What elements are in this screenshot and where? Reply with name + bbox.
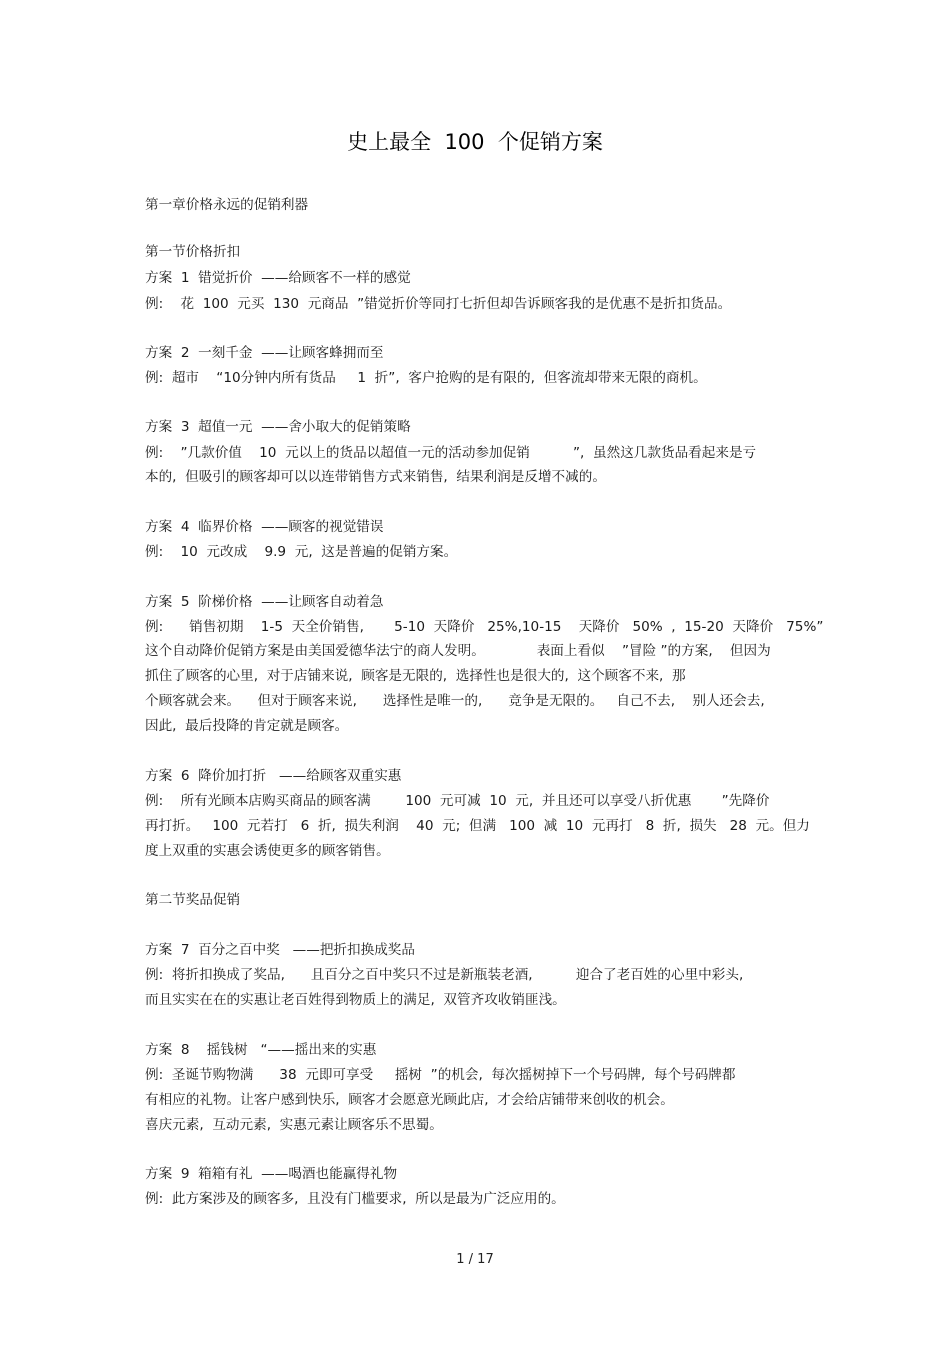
section-heading: 第一节价格折扣 (145, 244, 241, 260)
page-number: 1 / 17 (456, 1252, 494, 1267)
plan-heading: 方案 2 一刻千金 ——让顾客蜂拥而至 (145, 345, 384, 361)
plan-text-line: 例: 10 元改成 9.9 元, 这是普遍的促销方案。 (145, 544, 458, 560)
plan-heading: 方案 8 摇钱树 “——摇出来的实惠 (145, 1042, 377, 1058)
plan-text-line: 例: 花 100 元买 130 元商品 ”错觉折价等同打七折但却告诉顾客我的是优惠不是折扣货品。 (145, 296, 732, 312)
plan-text-line: 例: ”几款价值 10 元以上的货品以超值一元的活动参加促销 ”, 虽然这几款货品看起来是亏 (145, 445, 757, 461)
chapter-heading: 第一章价格永远的促销利器 (145, 197, 309, 213)
plan-text-line: 抓住了顾客的心里, 对于店铺来说, 顾客是无限的, 选择性也是很大的, 这个顾客不来, 那 (145, 668, 686, 684)
plan-text-line: 度上双重的实惠会诱使更多的顾客销售。 (145, 843, 390, 859)
plan-heading: 方案 9 箱箱有礼 ——喝酒也能赢得礼物 (145, 1166, 398, 1182)
plan-text-line: 这个自动降价促销方案是由美国爱德华法宁的商人发明。 表面上看似 ”冒险 ”的方案, 但因为 (145, 643, 771, 659)
plan-text-line: 例: 此方案涉及的顾客多, 且没有门槛要求, 所以是最为广泛应用的。 (145, 1191, 565, 1207)
plan-text-line: 例: 圣诞节购物满 38 元即可享受 摇树 ”的机会, 每次摇树掉下一个号码牌, 每个号码牌都 (145, 1067, 736, 1083)
plan-heading: 方案 6 降价加打折 ——给顾客双重实惠 (145, 768, 402, 784)
plan-text-line: 例: 销售初期 1-5 天全价销售, 5-10 天降价 25%,10-15 天降价 50% , 15-20 天降价 75%” (145, 619, 824, 635)
plan-text-line: 个顾客就会来。 但对于顾客来说, 选择性是唯一的, 竞争是无限的。 自己不去, 别人还会去, (145, 693, 765, 709)
plan-text-line: 而且实实在在的实惠让老百姓得到物质上的满足, 双管齐攻收销匪浅。 (145, 992, 566, 1008)
plan-heading: 方案 4 临界价格 ——顾客的视觉错误 (145, 519, 384, 535)
plan-heading: 方案 5 阶梯价格 ——让顾客自动着急 (145, 594, 384, 610)
plan-text-line: 喜庆元素, 互动元素, 实惠元素让顾客乐不思蜀。 (145, 1117, 443, 1133)
plan-text-line: 本的, 但吸引的顾客却可以以连带销售方式来销售, 结果利润是反增不减的。 (145, 469, 606, 485)
plan-heading: 方案 7 百分之百中奖 ——把折扣换成奖品 (145, 942, 415, 958)
plan-text-line: 例: 所有光顾本店购买商品的顾客满 100 元可减 10 元, 并且还可以享受八折优惠 ”先降价 (145, 793, 770, 809)
plan-text-line: 因此, 最后投降的肯定就是顾客。 (145, 718, 349, 734)
plan-heading: 方案 1 错觉折价 ——给顾客不一样的感觉 (145, 270, 411, 286)
section-heading: 第二节奖品促销 (145, 892, 241, 908)
plan-text-line: 例: 将折扣换成了奖品, 且百分之百中奖只不过是新瓶装老酒, 迎合了老百姓的心里中彩头, (145, 967, 744, 983)
document-title: 史上最全 100 个促销方案 (347, 130, 603, 154)
plan-text-line: 有相应的礼物。让客户感到快乐, 顾客才会愿意光顾此店, 才会给店铺带来创收的机会。 (145, 1092, 674, 1108)
plan-text-line: 再打折。 100 元若打 6 折, 损失利润 40 元; 但满 100 减 10 元再打 8 折, 损失 28 元。但力 (145, 818, 810, 834)
plan-heading: 方案 3 超值一元 ——舍小取大的促销策略 (145, 419, 411, 435)
plan-text-line: 例: 超市 “10分钟内所有货品 1 折”, 客户抢购的是有限的, 但客流却带来无限的商机。 (145, 370, 707, 386)
